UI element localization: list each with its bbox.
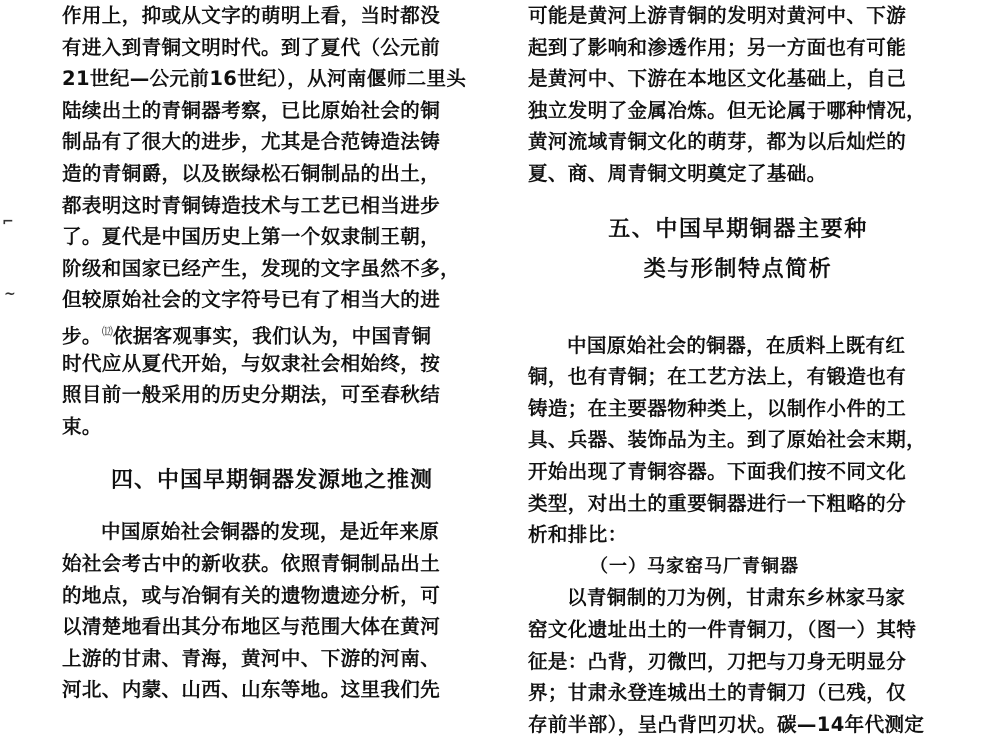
text-line: 但较原始社会的文字符号已有了相当大的进 <box>62 288 441 312</box>
text-line: 照目前一般采用的历史分期法，可至春秋结 <box>62 383 441 407</box>
text-line: 河北、内蒙、山西、山东等地。这里我们先 <box>62 678 441 702</box>
scan-mark: ~ <box>4 286 16 302</box>
section-heading-continued: 类与形制特点简析 <box>643 256 833 282</box>
text-line-with-footnote <box>62 316 482 348</box>
left-column <box>62 0 482 706</box>
text-line: 的地点，或与冶铜有关的遗物遗迹分析，可 <box>62 583 441 607</box>
right-column <box>528 0 948 740</box>
text-line: 存前半部），呈凸背凹刃状。碳—14年代测定 <box>528 712 925 736</box>
text-fragment: 步。 <box>62 324 102 348</box>
text-line: 征是：凸背，刃微凹，刀把与刀身无明显分 <box>528 649 907 673</box>
text-line: 类型，对出土的重要铜器进行一下粗略的分 <box>528 491 907 515</box>
paragraph-first-line: 中国原始社会的铜器，在质料上既有红 <box>567 333 906 357</box>
text-line: 析和排比： <box>528 523 628 547</box>
text-line: 界；甘肃永登连城出土的青铜刀（已残，仅 <box>528 681 907 705</box>
text-fragment: 依据客观事实，我们认为，中国青铜 <box>112 324 432 348</box>
text-line: 以清楚地看出其分布地区与范围大体在黄河 <box>62 615 441 639</box>
text-line: 有进入到青铜文明时代。到了夏代（公元前 <box>62 35 441 59</box>
text-line: 21世纪—公元前16世纪），从河南偃师二里头 <box>62 67 467 91</box>
paragraph-first-line: 中国原始社会铜器的发现，是近年来原 <box>101 520 440 544</box>
text-line: 夏、商、周青铜文明奠定了基础。 <box>528 161 827 185</box>
subsection-heading: （一）马家窑马厂青铜器 <box>590 555 799 577</box>
text-line: 是黄河中、下游在本地区文化基础上，自己 <box>528 67 907 91</box>
text-line: 作用上，抑或从文字的萌明上看，当时都没 <box>62 4 441 27</box>
scan-mark: ⌐ <box>2 214 14 230</box>
text-line: 制品有了很大的进步，尤其是合范铸造法铸 <box>62 130 441 154</box>
text-line: 可能是黄河上游青铜的发明对黄河中、下游 <box>528 4 907 27</box>
text-line: 上游的甘肃、青海，黄河中、下游的河南、 <box>62 646 441 670</box>
footnote-reference: ⑿ <box>101 324 113 338</box>
text-line: 黄河流域青铜文化的萌芽，都为以后灿烂的 <box>528 130 907 154</box>
text-line: 开始出现了青铜容器。下面我们按不同文化 <box>528 459 907 483</box>
text-line: 铸造；在主要器物种类上，以制作小件的工 <box>528 396 907 420</box>
text-line: 起到了影响和渗透作用；另一方面也有可能 <box>528 35 907 59</box>
text-line: 始社会考古中的新收获。依照青铜制品出土 <box>62 551 441 575</box>
text-line: 束。 <box>62 414 102 438</box>
text-line: 具、兵器、装饰品为主。到了原始社会末期， <box>528 428 927 452</box>
text-line: 都表明这时青铜铸造技术与工艺已相当进步 <box>62 193 441 217</box>
text-line: 铜，也有青铜；在工艺方法上，有锻造也有 <box>528 365 907 389</box>
text-line: 独立发明了金属冶炼。但无论属于哪种情况， <box>528 98 927 122</box>
text-line: 时代应从夏代开始，与奴隶社会相始终，按 <box>62 351 441 375</box>
section-heading: 四、中国早期铜器发源地之推测 <box>110 468 433 494</box>
text-line: 窑文化遗址出土的一件青铜刀，（图一）其特 <box>528 617 917 641</box>
text-line: 阶级和国家已经产生，发现的文字虽然不多， <box>62 256 461 280</box>
section-heading: 五、中国早期铜器主要种 <box>608 216 868 242</box>
paragraph-first-line: 以青铜制的刀为例，甘肃东乡林家马家 <box>567 586 906 610</box>
text-line: 了。夏代是中国历史上第一个奴隶制王朝， <box>62 225 441 249</box>
text-line: 陆续出土的青铜器考察，已比原始社会的铜 <box>62 98 441 122</box>
text-line: 造的青铜爵，以及嵌绿松石铜制品的出土， <box>62 161 441 185</box>
